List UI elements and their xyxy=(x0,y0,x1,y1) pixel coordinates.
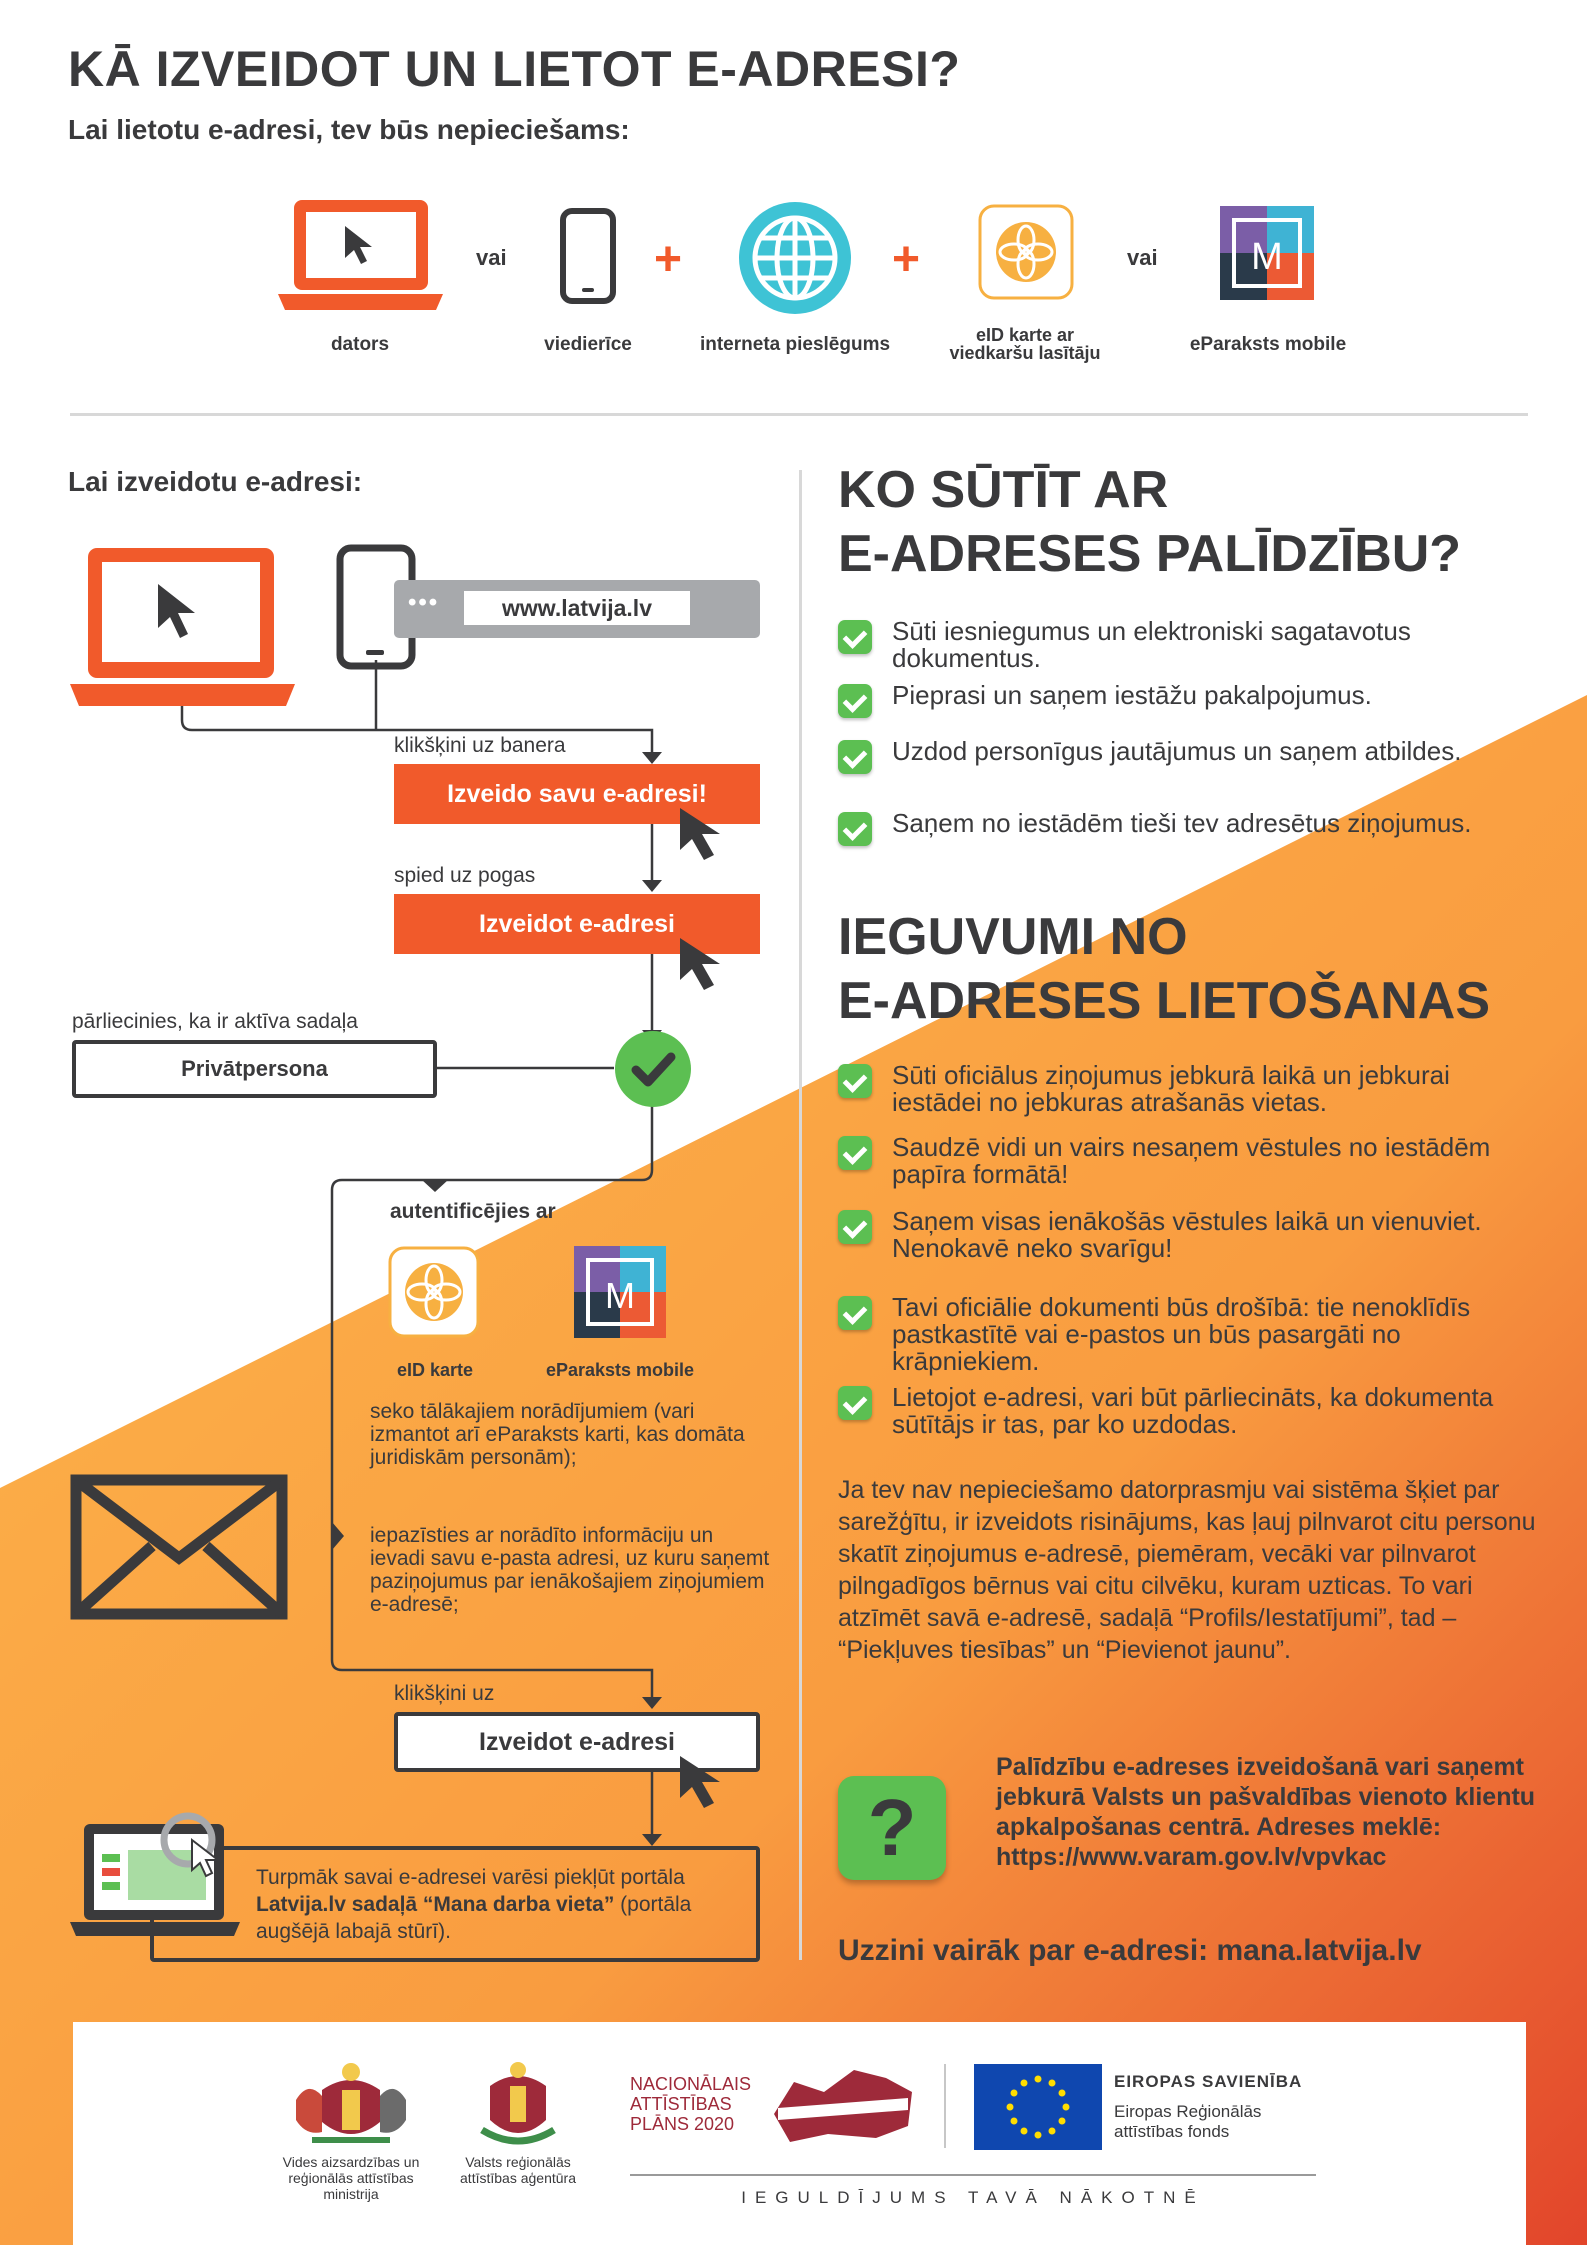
authenticate-label: autentificējies ar xyxy=(390,1200,556,1223)
help-url-link[interactable]: https://www.varam.gov.lv/vpvkac xyxy=(996,1843,1387,1871)
url-field[interactable]: www.latvija.lv xyxy=(464,591,690,625)
check-icon xyxy=(838,812,872,846)
check-icon xyxy=(838,620,872,654)
latvia-coat-of-arms-logo xyxy=(292,2060,410,2152)
cursor-icon-2 xyxy=(678,936,732,992)
check-icon xyxy=(838,1136,872,1170)
ensure-section-label: pārliecinies, ka ir aktīva sadaļa xyxy=(72,1010,358,1033)
access-info-text: Turpmāk savai e-adresei varēsi piekļūt portāla Latvija.lv sadaļā “Mana darba vieta” (portāla augšējā labajā stūrī). xyxy=(256,1866,692,1943)
label-computer: dators xyxy=(330,334,390,355)
benefits-title: IEGUVUMI NO E-ADRESES LIETOŠANAS xyxy=(838,908,1491,1030)
eu-flag-logo xyxy=(974,2064,1102,2150)
eparaksts-mobile-icon xyxy=(1220,206,1314,300)
footer-divider xyxy=(944,2064,946,2148)
press-button-label: spied uz pogas xyxy=(394,864,536,887)
click-banner-label: klikšķini uz banera xyxy=(394,734,566,757)
ministry-name: Vides aizsardzības un reģionālās attīstības ministrija xyxy=(282,2154,420,2202)
agency-logo xyxy=(476,2060,560,2150)
slogan-line xyxy=(630,2174,1316,2176)
email-instructions-text: iepazīsties ar norādīto informāciju un ievadi savu e-pasta adresi, uz kuru saņemt paziņojumus par ienākošajiem ziņojumiem e-adresē; xyxy=(370,1524,770,1616)
check-icon xyxy=(838,1210,872,1244)
laptop-portal-icon xyxy=(70,1806,240,1940)
browser-bar xyxy=(394,580,760,638)
eid-card-icon xyxy=(978,204,1074,300)
follow-instructions-text: seko tālākajiem norādījumiem (vari izmantot arī eParaksts karti, kas domāta juridiskām personām); xyxy=(370,1400,745,1469)
eu-fund-name: Eiropas Reģionālās attīstības fonds xyxy=(1114,2102,1262,2141)
send-title: KO SŪTĪT AR E-ADRESES PALĪDZĪBU? xyxy=(838,461,1462,583)
laptop-icon-large xyxy=(70,546,295,712)
envelope-icon xyxy=(70,1474,288,1620)
label-internet: interneta pieslēgums xyxy=(699,334,891,355)
create-eaddress-button[interactable]: Izveidot e-adresi xyxy=(394,894,760,954)
check-icon xyxy=(838,1064,872,1098)
or-text-2: vai xyxy=(1127,245,1158,270)
nap-logo-text: NACIONĀLAIS ATTĪSTĪBAS PLĀNS 2020 xyxy=(630,2074,752,2134)
eparaksts-mobile-icon-small xyxy=(574,1246,666,1338)
more-info-link[interactable]: Uzzini vairāk par e-adresi: mana.latvija.lv xyxy=(838,1934,1422,1967)
cursor-icon-3 xyxy=(678,1754,732,1810)
plus-icon-2: + xyxy=(892,233,921,286)
eid-card-label: eID karte xyxy=(396,1360,474,1380)
check-icon xyxy=(838,1296,872,1330)
label-eparaksts: eParaksts mobile xyxy=(1189,334,1347,355)
final-create-eaddress-button[interactable]: Izveidot e-adresi xyxy=(394,1712,760,1772)
private-person-tab[interactable]: Privātpersona xyxy=(72,1040,437,1098)
svg-text:M: M xyxy=(605,1275,635,1316)
eu-title: EIROPAS SAVIENĪBA xyxy=(1114,2072,1303,2091)
slogan: IEGULDĪJUMS TAVĀ NĀKOTNĒ xyxy=(741,2188,1205,2207)
help-question-icon: ? xyxy=(838,1776,946,1880)
authorization-note: Ja tev nav nepieciešamo datorprasmju vai sistēma šķiet par sarežģītu, ir izveidots risinājums, kas ļauj pilnvarot citu personu skatīt ziņojumus e-adresē, piemēram, vecāki var pilnvarot pilngadīgos bērnus vai citu cilvēku, kuram uzticas. To vari atzīmēt savā e-adresē, sadaļā “Profils/Iestatījumi”, tad – “Piekļuves tiesības” un “Pievienot jaunu”. xyxy=(838,1476,1536,1664)
eid-card-icon-small xyxy=(388,1246,480,1338)
label-eid: eID karte ar viedkaršu lasītāju xyxy=(949,325,1101,363)
or-text-1: vai xyxy=(476,245,507,270)
agency-name: Valsts reģionālās attīstības aģentūra xyxy=(460,2154,576,2186)
label-smartphone: viedierīce xyxy=(544,334,632,355)
click-on-label: klikšķini uz xyxy=(394,1682,495,1705)
create-title: Lai izveidotu e-adresi: xyxy=(68,466,363,497)
page-title: KĀ IZVEIDOT UN LIETOT E-ADRESI? xyxy=(68,41,961,97)
browser-dots-icon: ••• xyxy=(408,589,440,616)
check-icon xyxy=(838,1386,872,1420)
check-circle-icon xyxy=(614,1030,692,1108)
page-subtitle: Lai lietotu e-adresi, tev būs nepieciešams: xyxy=(68,114,630,145)
eparaksts-m: M xyxy=(1251,236,1283,278)
check-icon xyxy=(838,684,872,718)
cursor-icon xyxy=(678,806,732,862)
eparaksts-mobile-label: eParaksts mobile xyxy=(545,1360,695,1380)
help-text: Palīdzību e-adreses izveidošanā vari saņemt jebkurā Valsts un pašvaldības vienoto klientu apkalpošanas centrā. Adreses meklē: https://www.varam.gov.lv/vpvkac xyxy=(996,1753,1536,1871)
check-icon xyxy=(838,740,872,774)
create-eaddress-banner[interactable]: Izveido savu e-adresi! xyxy=(394,764,760,824)
latvia-map-logo xyxy=(768,2064,916,2144)
plus-icon: + xyxy=(654,233,683,286)
